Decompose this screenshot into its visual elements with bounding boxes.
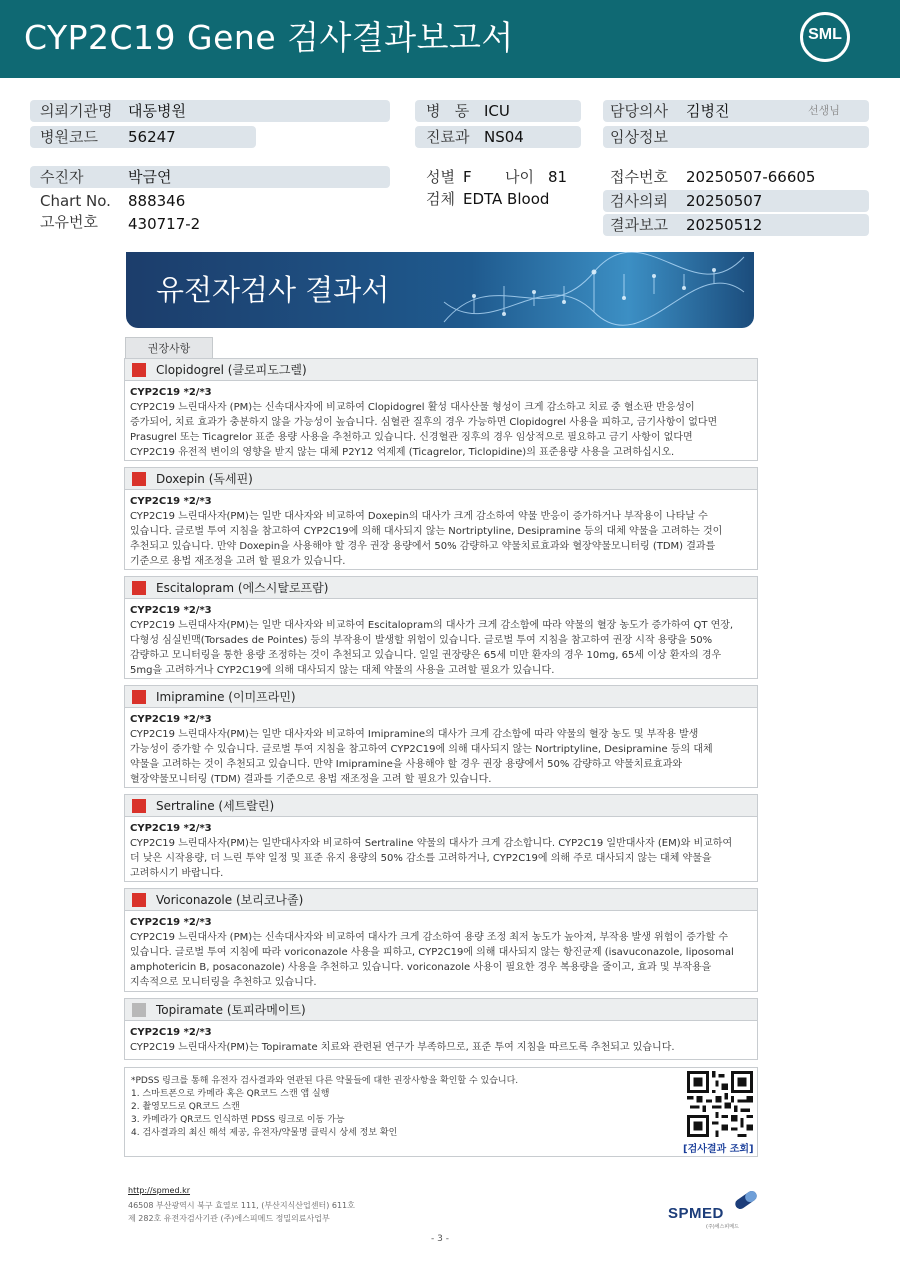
- drug-header: [125, 999, 757, 1021]
- drug-genotype: CYP2C19 *2/*3: [130, 496, 212, 507]
- spmed-logo-subtext: (주)에스피메드: [706, 1224, 739, 1230]
- pdss-note: *PDSS 링크를 통해 유전자 검사결과와 연관된 다른 약물들에 대한 권장사항을 확인할 수 있습니다.: [131, 1076, 519, 1086]
- company-license: 제 282호 유전자검사기관 (주)에스피메드 정밀의료사업부: [128, 1214, 330, 1223]
- pdss-step: 3. 카메라가 QR코드 인식하면 PDSS 링크로 이동 가능: [131, 1115, 345, 1125]
- institution-label: 의뢰기관명: [40, 102, 113, 120]
- status-square-icon: [132, 363, 146, 377]
- drug-text-line: 있습니다. 글로벌 투여 지침을 참고하여 CYP2C19에 의해 대사되지 않는 Nortriptyline, Desipramine 등의 대체 약물을 고려하는 것이: [130, 526, 723, 537]
- drug-name: Doxepin (독세핀): [156, 472, 253, 486]
- drug-text-line: CYP2C19 느린대사자(PM)는 일반 대사자와 비교하여 Imipramine의 대사가 크게 감소함에 따라 약물의 혈장 농도 및 부작용 발생: [130, 729, 699, 740]
- request-value: 20250507: [686, 192, 763, 210]
- drug-text-line: amphotericin B, posaconazole) 사용을 추천하고 있습니다. voriconazole 사용이 필요한 경우 복용량을 줄이고, 효과 및 부작용을: [130, 962, 712, 973]
- company-address: 46508 부산광역시 북구 효열로 111, (부산지식산업센터) 611호: [128, 1201, 355, 1210]
- drug-block-imipramine: [124, 685, 758, 788]
- drug-text-line: 더 낮은 시작용량, 더 느린 투약 일정 및 표준 유지 용량의 50% 감소를 고려하거나, CYP2C19에 의해 주로 대사되지 않는 대체 약물을: [130, 853, 712, 864]
- chart-label: Chart No.: [40, 192, 111, 210]
- sml-logo: [800, 12, 850, 62]
- patient-name-label: 수진자: [40, 168, 84, 186]
- sex-value: F: [463, 168, 472, 186]
- drug-text-line: 약물을 고려하는 것이 추천되고 있습니다. 만약 Imipramine을 사용해야 할 경우 권장 용량에서 50% 감량하고 약물치료효과와: [130, 759, 683, 770]
- status-square-icon: [132, 799, 146, 813]
- drug-text-line: 증가되어, 치료 효과가 충분하지 않을 가능성이 높습니다. 심혈관 질후의 경우 가능하면 Clopidogrel 사용을 피하고, 금기사항이 없다면: [130, 417, 718, 428]
- hospital-code-label: 병원코드: [40, 128, 98, 146]
- drug-text-line: 감량하고 모니터링을 통한 용량 조정하는 것이 추천되고 있습니다. 일일 권장량은 65세 미만 환자의 경우 10mg, 65세 이상 환자의 경우: [130, 650, 722, 661]
- receipt-value: 20250507-66605: [686, 168, 816, 186]
- age-label: 나이: [505, 168, 534, 186]
- spmed-logo-text: SPMED: [668, 1205, 724, 1222]
- chart-value: 888346: [128, 192, 186, 210]
- drug-header: [125, 577, 757, 599]
- hospital-code-value: 56247: [128, 128, 176, 146]
- report-label: 결과보고: [610, 216, 668, 234]
- company-url[interactable]: http://spmed.kr: [128, 1186, 191, 1195]
- sex-label: 성별: [426, 168, 455, 186]
- drug-genotype: CYP2C19 *2/*3: [130, 917, 212, 928]
- specimen-value: EDTA Blood: [463, 190, 550, 208]
- drug-text-line: CYP2C19 느린대사자(PM)는 Topiramate 치료와 관련된 연구가 부족하므로, 표준 투여 지침을 따르도록 추천되고 있습니다.: [130, 1042, 675, 1053]
- drug-text-line: 지속적으로 모니터링을 추천하고 있습니다.: [130, 977, 317, 988]
- drug-name: Sertraline (세트랄린): [156, 799, 275, 813]
- drug-name: Clopidogrel (클로피도그렐): [156, 363, 307, 377]
- status-square-icon: [132, 690, 146, 704]
- drug-header: [125, 468, 757, 490]
- drug-block-clopidogrel: [124, 358, 758, 461]
- pdss-info-box: [124, 1067, 758, 1157]
- patient-name-value: 박금연: [128, 168, 172, 186]
- drug-text-line: CYP2C19 느린대사자 (PM)는 신속대사자에 비교하여 Clopidogrel 활성 대사산물 형성이 크게 감소하고 치료 중 혈소판 반응성이: [130, 402, 695, 413]
- receipt-label: 접수번호: [610, 168, 668, 186]
- drug-text-line: CYP2C19 느린대사자 (PM)는 신속대사자와 비교하여 대사가 크게 감소하여 용량 조정 최저 농도가 높아져, 부작용 발생 위험이 증가할 수: [130, 932, 729, 943]
- ward-label: 병 동: [426, 102, 470, 120]
- drug-header: [125, 795, 757, 817]
- sml-logo-text: SML: [808, 26, 842, 43]
- drug-text-line: CYP2C19 느린대사자(PM)는 일반 대사자와 비교하여 Doxepin의 대사가 크게 감소하여 약물 반응이 증가하거나 부작용이 나타날 수: [130, 511, 708, 522]
- doctor-label: 담당의사: [610, 102, 668, 120]
- report-header-bar: [0, 0, 900, 78]
- doctor-value: 김병진: [686, 102, 730, 120]
- drug-text-line: 다형성 심실빈맥(Torsades de Pointes) 등의 부작용이 발생할 위험이 있습니다. 글로벌 투여 지침을 참고하여 권장 시작 용량을 50%: [130, 635, 713, 646]
- specimen-label: 검체: [426, 190, 455, 208]
- status-square-icon: [132, 581, 146, 595]
- qr-code-icon[interactable]: [687, 1071, 753, 1137]
- drug-name: Topiramate (토피라메이트): [156, 1003, 306, 1017]
- drug-text-line: 기준으로 용법 재조정을 고려 할 필요가 있습니다.: [130, 556, 346, 567]
- drug-text-line: 혈장약물모니터링 (TDM) 결과를 기준으로 용법 재조정을 고려 할 필요가 있습니다.: [130, 774, 492, 785]
- drug-block-doxepin: [124, 467, 758, 570]
- result-banner: [126, 252, 754, 328]
- pdss-step: 4. 검사결과의 최신 해석 제공, 유전자/약물명 클릭시 상세 정보 확인: [131, 1128, 398, 1138]
- qr-result-link[interactable]: [검사결과 조회]: [683, 1144, 754, 1155]
- drug-genotype: CYP2C19 *2/*3: [130, 714, 212, 725]
- clinical-label: 임상정보: [610, 128, 668, 146]
- drug-name: Escitalopram (에스시탈로프람): [156, 581, 329, 595]
- drug-header: [125, 359, 757, 381]
- ward-value: ICU: [484, 102, 510, 120]
- page-number: - 3 -: [431, 1234, 449, 1244]
- report-value: 20250512: [686, 216, 763, 234]
- status-square-icon: [132, 1003, 146, 1017]
- drug-text-line: CYP2C19 느린대사자(PM)는 일반 대사자와 비교하여 Escitalopram의 대사가 크게 감소함에 따라 약물의 혈장 농도가 증가하여 QT 연장,: [130, 620, 734, 631]
- drug-text-line: 고려하시기 바랍니다.: [130, 868, 224, 879]
- age-value: 81: [548, 168, 568, 186]
- institution-value: 대동병원: [128, 102, 186, 120]
- dna-helix-icon: [434, 252, 754, 328]
- status-square-icon: [132, 472, 146, 486]
- drug-genotype: CYP2C19 *2/*3: [130, 1027, 212, 1038]
- unique-id-value: 430717-2: [128, 215, 201, 233]
- drug-header: [125, 889, 757, 911]
- drug-block-escitalopram: [124, 576, 758, 679]
- drug-text-line: 있습니다. 글로벌 투여 지침에 따라 voriconazole 사용을 피하고, CYP2C19에 의해 대사되지 않는 항진균제 (isavuconazole, liposomal: [130, 947, 734, 958]
- doctor-suffix: 선생님: [808, 104, 840, 117]
- drug-name: Imipramine (이미프라민): [156, 690, 296, 704]
- report-title: CYP2C19 Gene 검사결과보고서: [24, 18, 514, 57]
- drug-block-voriconazole: [124, 888, 758, 992]
- drug-block-topiramate: [124, 998, 758, 1060]
- capsule-icon: [726, 1187, 766, 1213]
- drug-text-line: 가능성이 증가할 수 있습니다. 글로벌 투여 지침을 참고하여 CYP2C19에 의해 대사되지 않는 Nortriptyline, Desipramine 등의 대체: [130, 744, 713, 755]
- drug-text-line: 추천되고 있습니다. 만약 Doxepin을 사용해야 할 경우 권장 용량에서 50% 감량하고 약물치료효과와 혈장약물모니터링 (TDM) 결과를: [130, 541, 716, 552]
- request-label: 검사의뢰: [610, 192, 668, 210]
- drug-text-line: 5mg을 고려하거나 CYP2C19에 의해 대사되지 않는 대체 약물의 사용을 고려할 필요가 있습니다.: [130, 665, 555, 676]
- dept-value: NS04: [484, 128, 524, 146]
- spmed-logo: [668, 1187, 778, 1230]
- dept-label: 진료과: [426, 128, 470, 146]
- recommendation-tab: 권장사항: [125, 337, 213, 359]
- band-patient: [30, 166, 390, 188]
- pdss-step: 1. 스마트폰으로 카메라 혹은 QR코드 스캔 앱 실행: [131, 1089, 330, 1099]
- pdss-step: 2. 촬영모드로 QR코드 스캔: [131, 1102, 240, 1112]
- drug-header: [125, 686, 757, 708]
- drug-text-line: CYP2C19 유전적 변이의 영향을 받지 않는 대체 P2Y12 억제제 (Ticagrelor, Ticlopidine)의 표준용량 사용을 고려하십시오.: [130, 447, 675, 458]
- drug-name: Voriconazole (보리코나졸): [156, 893, 304, 907]
- drug-genotype: CYP2C19 *2/*3: [130, 823, 212, 834]
- drug-text-line: Prasugrel 또는 Ticagrelor 표준 용량 사용을 추천하고 있습니다. 신경혈관 징후의 경우 임상적으로 필요하고 금기 사항이 없다면: [130, 432, 693, 443]
- drug-text-line: CYP2C19 느린대사자(PM)는 일반대사자와 비교하여 Sertraline 약물의 대사가 크게 감소합니다. CYP2C19 일반대사자 (EM)와 비교하여: [130, 838, 733, 849]
- banner-title: 유전자검사 결과서: [156, 273, 390, 307]
- drug-block-sertraline: [124, 794, 758, 882]
- unique-id-label: 고유번호: [40, 213, 98, 231]
- drug-genotype: CYP2C19 *2/*3: [130, 387, 212, 398]
- status-square-icon: [132, 893, 146, 907]
- drug-genotype: CYP2C19 *2/*3: [130, 605, 212, 616]
